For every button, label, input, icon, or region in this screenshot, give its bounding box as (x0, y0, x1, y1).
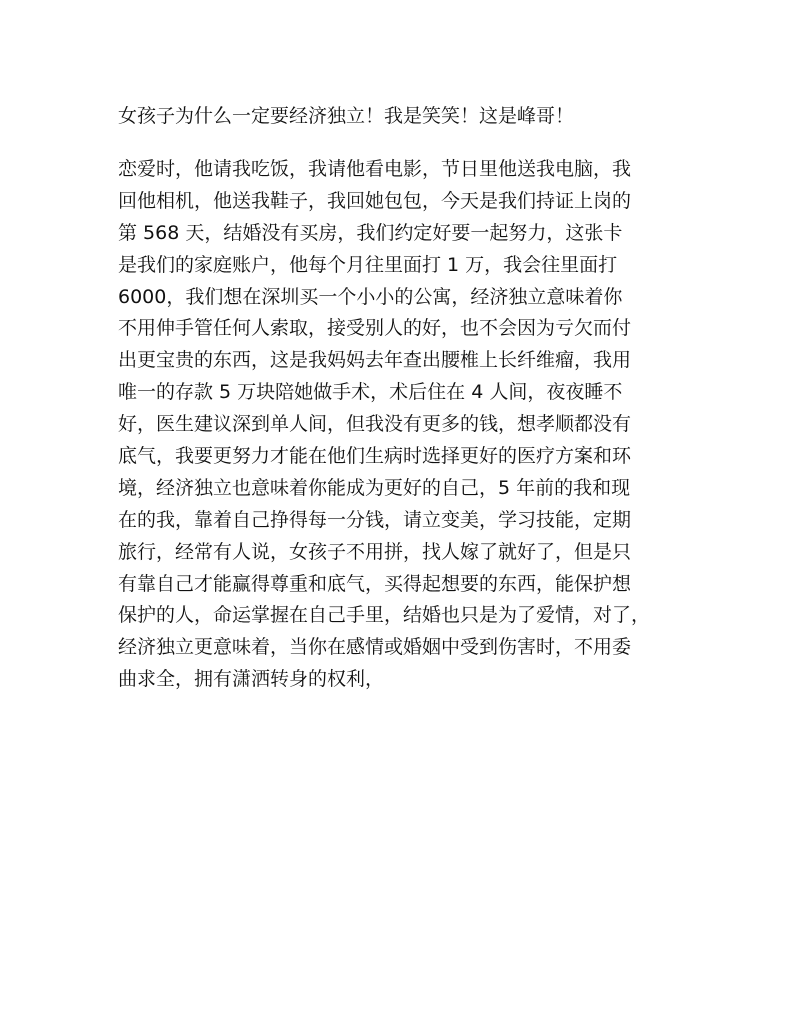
body-line: 6000，我们想在深圳买一个小小的公寓，经济独立意味着你 (118, 285, 623, 308)
body-line: 出更宝贵的东西，这是我妈妈去年查出腰椎上长纤维瘤，我用 (118, 349, 632, 372)
body-line: 旅行，经常有人说，女孩子不用拼，找人嫁了就好了，但是只 (118, 540, 632, 563)
body-line: 境，经济独立也意味着你能成为更好的自己，5 年前的我和现 (118, 476, 631, 499)
body-line: 好，医生建议深到单人间，但我没有更多的钱，想孝顺都没有 (118, 413, 632, 436)
body-line: 不用伸手管任何人索取，接受别人的好，也不会因为亏欠而付 (118, 317, 632, 340)
body-line: 是我们的家庭账户，他每个月往里面打 1 万，我会往里面打 (118, 253, 618, 276)
body-line: 回他相机，他送我鞋子，我回她包包，今天是我们持证上岗的 (118, 189, 632, 212)
body-line: 恋爱时，他请我吃饭，我请他看电影，节日里他送我电脑，我 (118, 158, 632, 180)
body-line: 在的我，靠着自己挣得每一分钱，请立变美，学习技能，定期 (118, 508, 632, 531)
document-body (118, 154, 698, 696)
body-line: 经济独立更意味着，当你在感情或婚姻中受到伤害时，不用委 (118, 636, 632, 659)
document-title: 女孩子为什么一定要经济独立！我是笑笑！这是峰哥！ (118, 105, 575, 127)
body-line: 唯一的存款 5 万块陪她做手术，术后住在 4 人间，夜夜睡不 (118, 381, 623, 404)
body-line: 有靠自己才能赢得尊重和底气，买得起想要的东西，能保护想 (118, 572, 632, 595)
body-line: 第 568 天，结婚没有买房，我们约定好要一起努力，这张卡 (118, 221, 623, 244)
body-line: 底气，我要更努力才能在他们生病时选择更好的医疗方案和环 (118, 445, 632, 468)
body-line: 曲求全，拥有潇洒转身的权利， (118, 668, 385, 691)
body-line: 保护的人，命运掌握在自己手里，结婚也只是为了爱情，对了， (118, 604, 651, 627)
